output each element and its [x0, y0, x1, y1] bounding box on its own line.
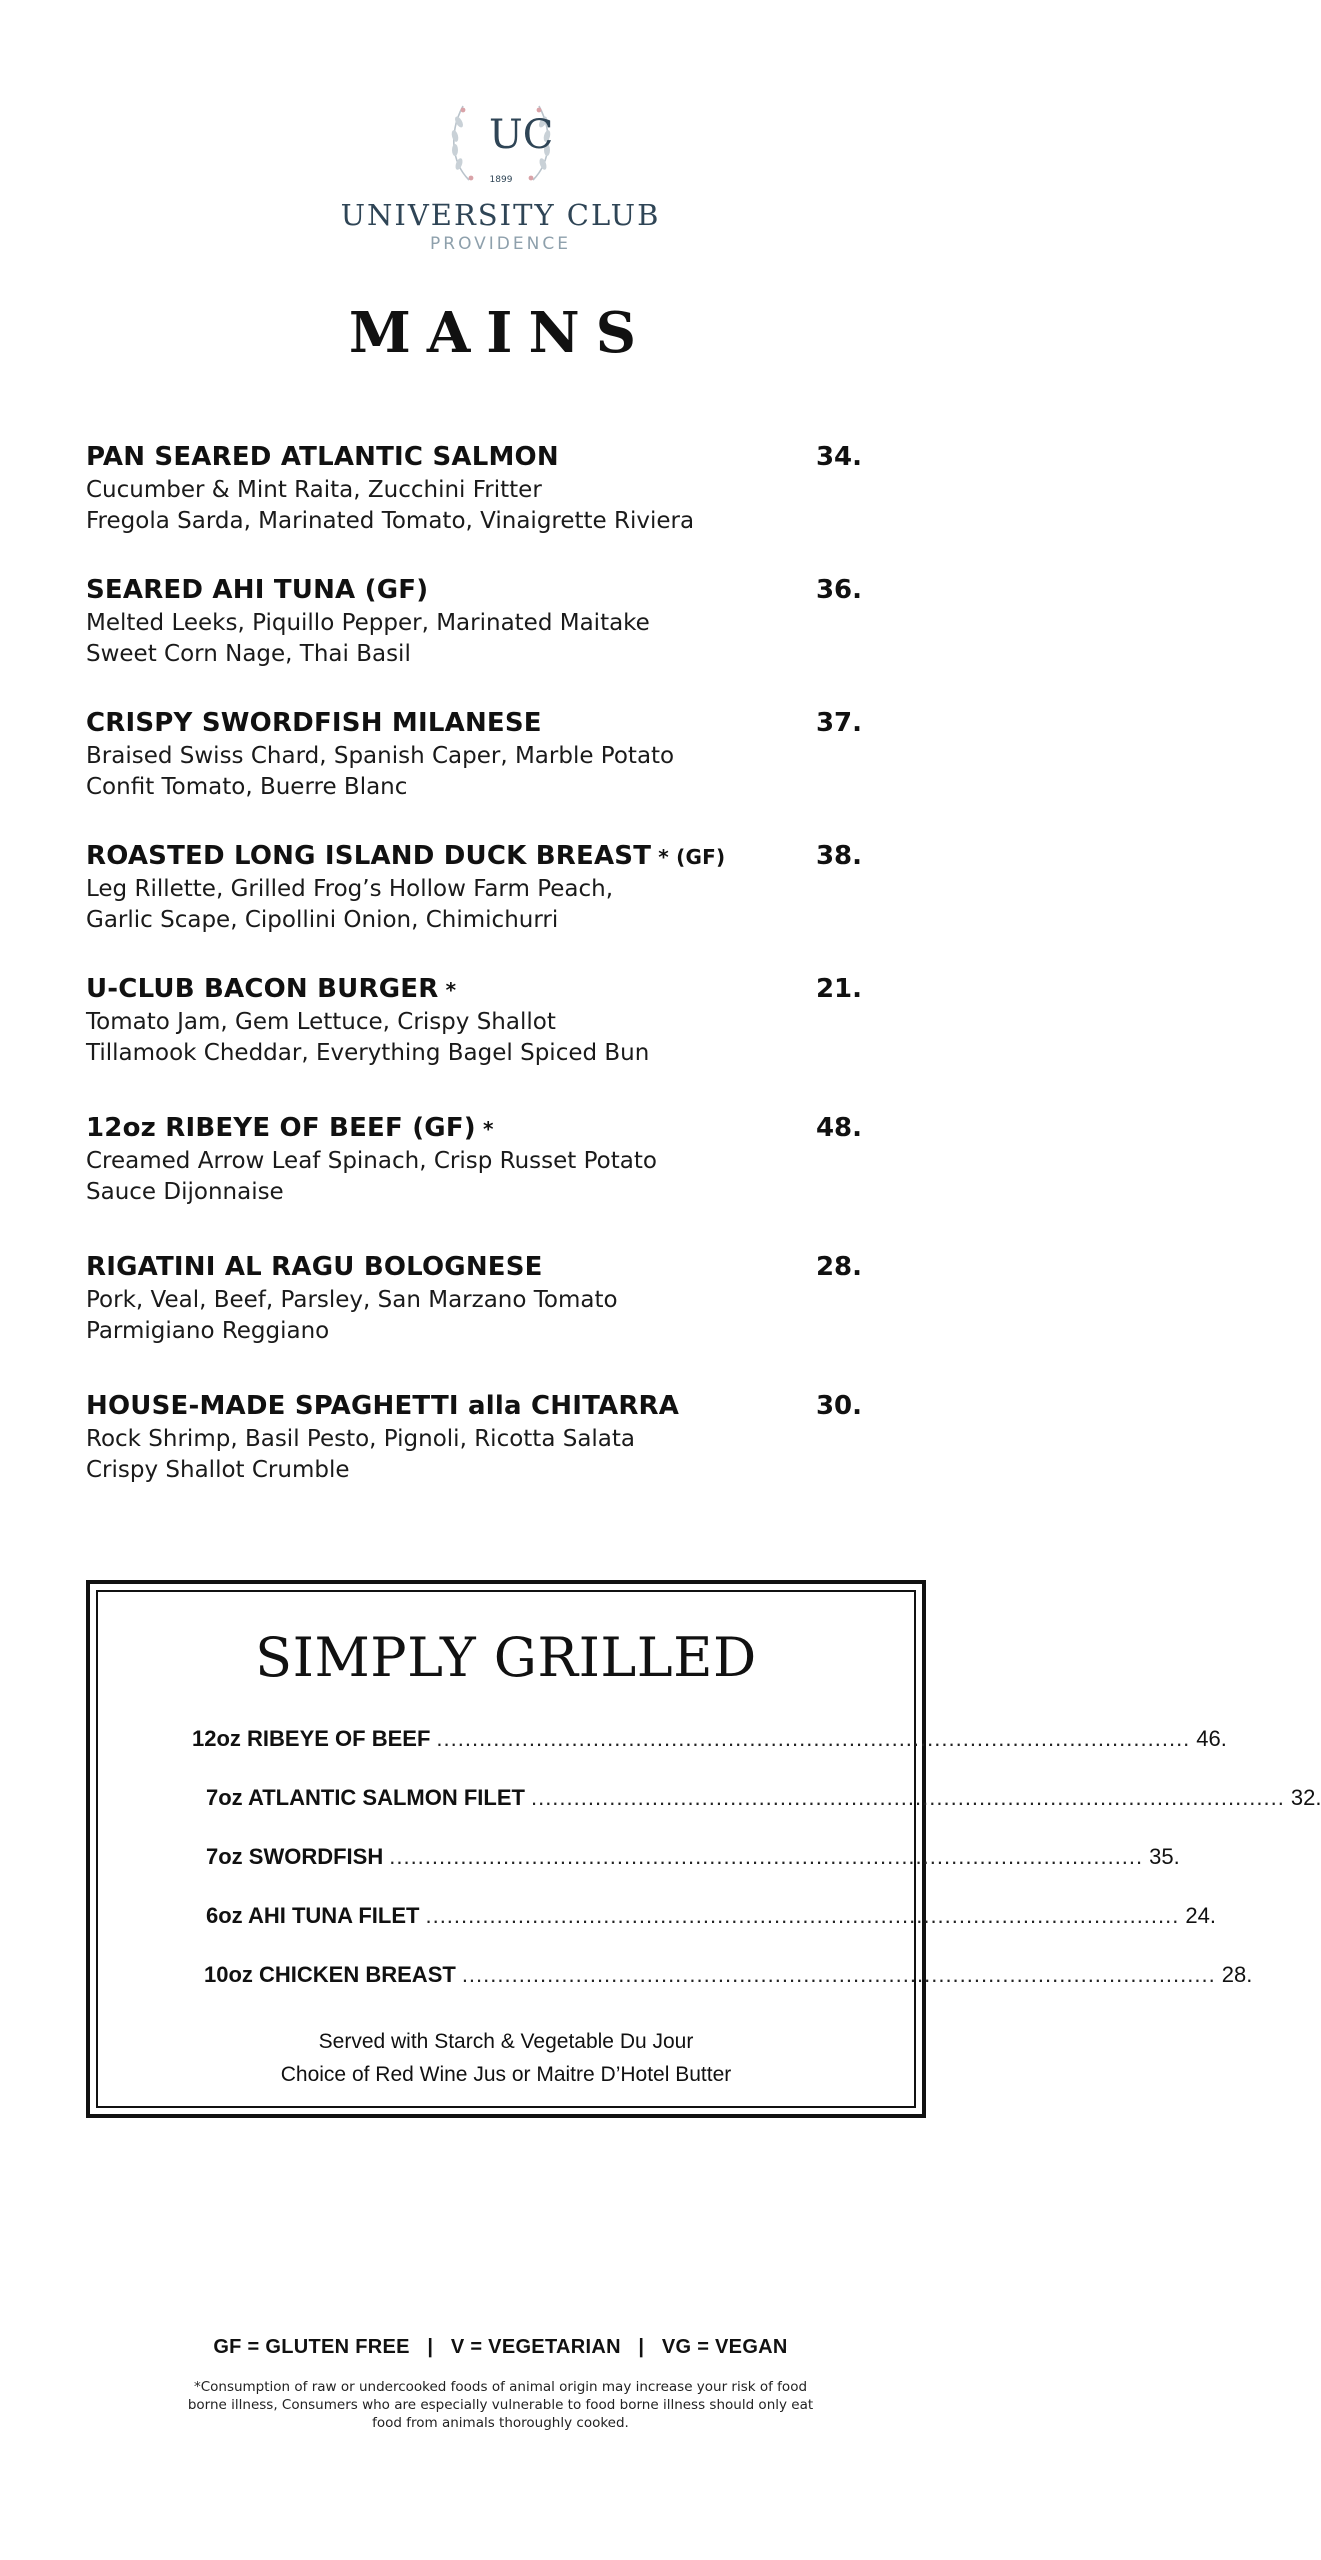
dish-price: 30. [815, 1391, 862, 1421]
dish-item [86, 972, 866, 1069]
dish-mark: * [438, 978, 457, 1002]
dish-item [86, 573, 866, 670]
simply-grilled-title: SIMPLY GRILLED [255, 1626, 757, 1689]
dish-price: 37. [815, 708, 862, 738]
grill-item-price: 35. [1149, 1844, 1180, 1869]
dish-name: SEARED AHI TUNA (GF) [86, 575, 429, 605]
food-safety-disclaimer: *Consumption of raw or undercooked foods of animal origin may increase your risk of food borne illness, Consumers who are especially vulnerable to food borne illness should only eat food from animals thoroughly cooked. [187, 2379, 814, 2431]
logo-monogram: UC [488, 112, 553, 158]
leader-dots: .......................................................................................................... [461, 1962, 1216, 1987]
dish-description: Creamed Arrow Leaf Spinach, Crisp Russet Potato [86, 1148, 657, 1174]
dish-price: 38. [815, 841, 862, 871]
grill-item-price: 24. [1185, 1903, 1216, 1928]
club-name: UNIVERSITY CLUB [340, 198, 661, 232]
dish-description: Parmigiano Reggiano [86, 1318, 330, 1344]
leader-dots: .......................................................................................................... [425, 1903, 1180, 1928]
grill-item [192, 1726, 1227, 1752]
dish-name: CRISPY SWORDFISH MILANESE [86, 708, 542, 738]
club-city: PROVIDENCE [430, 234, 571, 254]
leader-dots: .......................................................................................................... [389, 1844, 1144, 1869]
mains-title: MAINS [348, 300, 653, 366]
dish-description: Rock Shrimp, Basil Pesto, Pignoli, Ricotta Salata [86, 1426, 636, 1452]
grill-item [206, 1903, 1216, 1929]
laurel-monogram-icon [441, 92, 561, 192]
dish-item [86, 706, 866, 803]
dish-price: 48. [815, 1113, 862, 1143]
simply-grilled-box [86, 1580, 1321, 2118]
grill-note: Served with Starch & Vegetable Du Jour [318, 2030, 694, 2053]
dish-description: Braised Swiss Chard, Spanish Caper, Marble Potato [86, 743, 675, 769]
dish-mark: * [475, 1117, 494, 1141]
dish-item [86, 1111, 866, 1208]
dish-description: Garlic Scape, Cipollini Onion, Chimichurri [86, 907, 559, 933]
dish-item [86, 440, 866, 537]
leader-dots: .......................................................................................................... [530, 1785, 1285, 1810]
dish-price: 34. [815, 442, 862, 472]
logo-year: 1899 [489, 175, 512, 185]
grill-item-name: 7oz SWORDFISH [206, 1844, 384, 1869]
dish-name: ROASTED LONG ISLAND DUCK BREAST [86, 841, 652, 871]
dish-description: Confit Tomato, Buerre Blanc [86, 774, 408, 800]
dish-name: PAN SEARED ATLANTIC SALMON [86, 442, 559, 472]
dish-price: 36. [815, 575, 862, 605]
dish-name: U-CLUB BACON BURGER [86, 974, 439, 1004]
dish-price: 21. [815, 974, 862, 1004]
dish-name: RIGATINI AL RAGU BOLOGNESE [86, 1252, 543, 1282]
dish-description: Leg Rillette, Grilled Frog’s Hollow Farm Peach, [86, 876, 614, 902]
grill-item-price: 32. [1290, 1785, 1321, 1810]
grill-item-name: 10oz CHICKEN BREAST [204, 1962, 456, 1987]
grill-item [206, 1785, 1321, 1811]
dish-description: Crispy Shallot Crumble [86, 1457, 350, 1483]
dish-description: Fregola Sarda, Marinated Tomato, Vinaigrette Riviera [86, 508, 695, 534]
dish-name: HOUSE-MADE SPAGHETTI alla CHITARRA [86, 1391, 680, 1421]
dish-description: Cucumber & Mint Raita, Zucchini Fritter [86, 477, 542, 503]
dish-description: Tillamook Cheddar, Everything Bagel Spiced Bun [86, 1040, 650, 1066]
dish-description: Melted Leeks, Piquillo Pepper, Marinated Maitake [86, 610, 650, 636]
dish-description: Tomato Jam, Gem Lettuce, Crispy Shallot [86, 1009, 556, 1035]
grill-item-name: 6oz AHI TUNA FILET [206, 1903, 420, 1928]
dietary-legend: GF = GLUTEN FREE | V = VEGETARIAN | VG = VEGAN [213, 2336, 788, 2358]
grill-item-name: 12oz RIBEYE OF BEEF [192, 1726, 431, 1751]
grill-item-name: 7oz ATLANTIC SALMON FILET [206, 1785, 525, 1810]
dish-name: 12oz RIBEYE OF BEEF (GF) [86, 1113, 476, 1143]
grill-item [206, 1844, 1180, 1870]
dish-item [86, 839, 866, 936]
grill-item-price: 46. [1196, 1726, 1227, 1751]
dish-price: 28. [815, 1252, 862, 1282]
club-logo [0, 92, 1001, 254]
dish-description: Sauce Dijonnaise [86, 1179, 284, 1205]
dish-description: Sweet Corn Nage, Thai Basil [86, 641, 411, 667]
grill-item [204, 1962, 1253, 1988]
grill-note: Choice of Red Wine Jus or Maitre D’Hotel Butter [280, 2063, 732, 2086]
dish-item [86, 1389, 866, 1486]
dish-description: Pork, Veal, Beef, Parsley, San Marzano Tomato [86, 1287, 618, 1313]
dish-item [86, 1250, 866, 1347]
leader-dots: .......................................................................................................... [436, 1726, 1191, 1751]
dish-mark: * (GF) [651, 845, 726, 869]
grill-item-price: 28. [1221, 1962, 1253, 1987]
